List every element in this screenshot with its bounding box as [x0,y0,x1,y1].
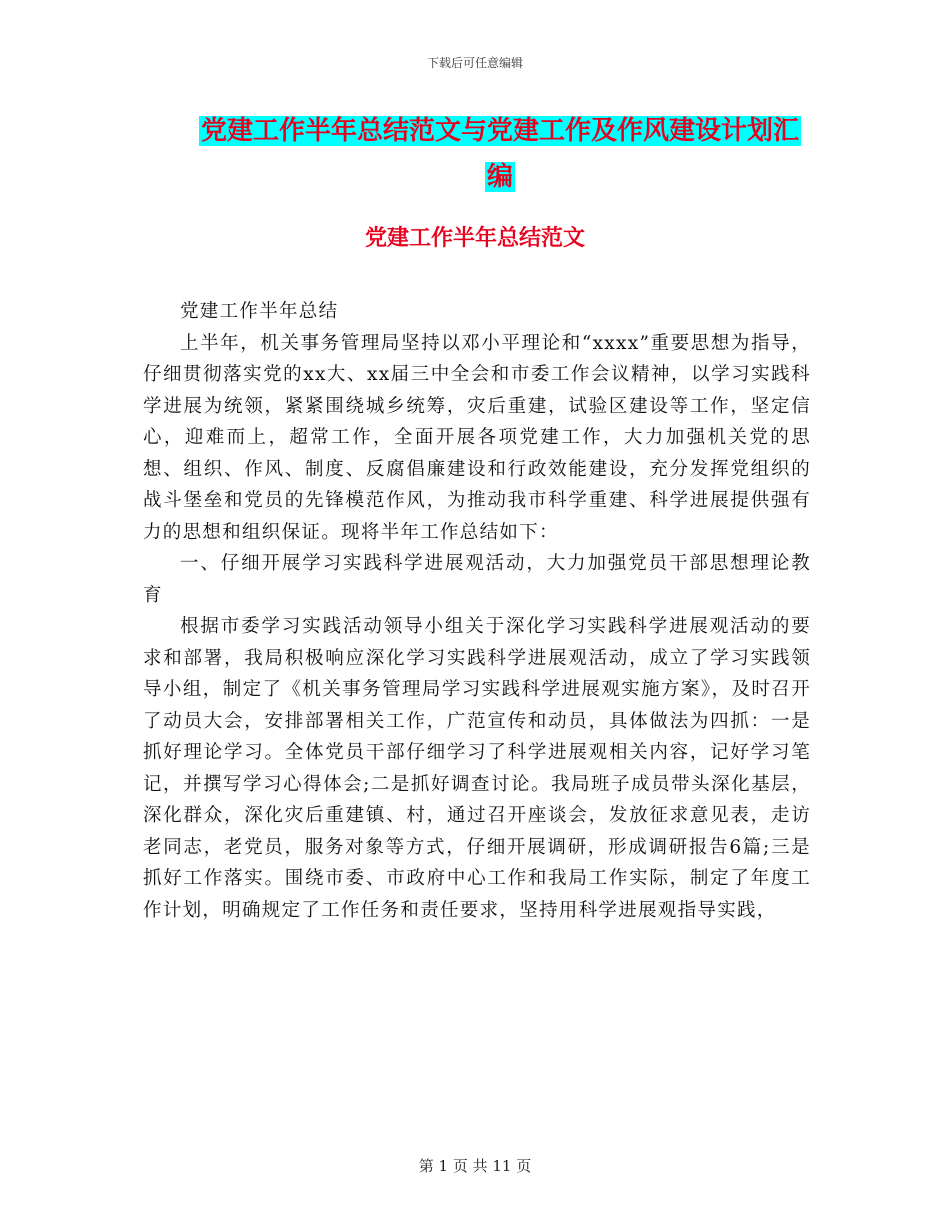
document-title [190,108,810,200]
paragraph: 一、仔细开展学习实践科学进展观活动，大力加强党员干部思想理论教育 [143,553,811,606]
paragraph: 根据市委学习实践活动领导小组关于深化学习实践科学进展观活动的要求和部署，我局积极响应深化学习实践科学进展观活动，成立了学习实践领导小组，制定了《机关事务管理局学习实践科学进展观实施方案》，及时召开了动员大会，安排部署相关工作，广范宣传和动员，具体做法为四抓：一是抓好理论学习。全体党员干部仔细学习了科学进展观相关内容，记好学习笔记，并撰写学习心得体会;二是抓好调查讨论。我局班子成员带头深化基层，深化群众，深化灾后重建镇、村，通过召开座谈会，发放征求意见表，走访老同志，老党员，服务对象等方式，仔细开展调研，形成调研报告6篇;三是抓好工作落实。围绕市委、市政府中心工作和我局工作实际，制定了年度工作计划，明确规定了工作任务和责任要求，坚持用科学进展观指导实践， [143,616,811,921]
body-text [143,296,811,926]
paragraph: 党建工作半年总结 [180,301,339,322]
paragraph: 上半年，机关事务管理局坚持以邓小平理论和“xxxx”重要思想为指导，仔细贯彻落实党的xx大、xx届三中全会和市委工作会议精神，以学习实践科学进展为统领，紧紧围绕城乡统筹，灾后重建，试验区建设等工作，坚定信心，迎难而上，超常工作，全面开展各项党建工作，大力加强机关党的思想、组织、作风、制度、反腐倡廉建设和行政效能建设，充分发挥党组织的战斗堡垒和党员的先锋模范作风，为推动我市科学重建、科学进展提供强有力的思想和组织保证。现将半年工作总结如下： [143,332,811,543]
document-title-line-2: 编 [486,162,513,192]
document-title-line-1: 党建工作半年总结范文与党建工作及作风建设计划汇 [200,116,799,146]
page-number-footer: 第 1 页 共 11 页 [418,1157,532,1175]
section-title: 党建工作半年总结范文 [364,226,585,251]
header-note: 下载后可任意编辑 [426,56,523,70]
